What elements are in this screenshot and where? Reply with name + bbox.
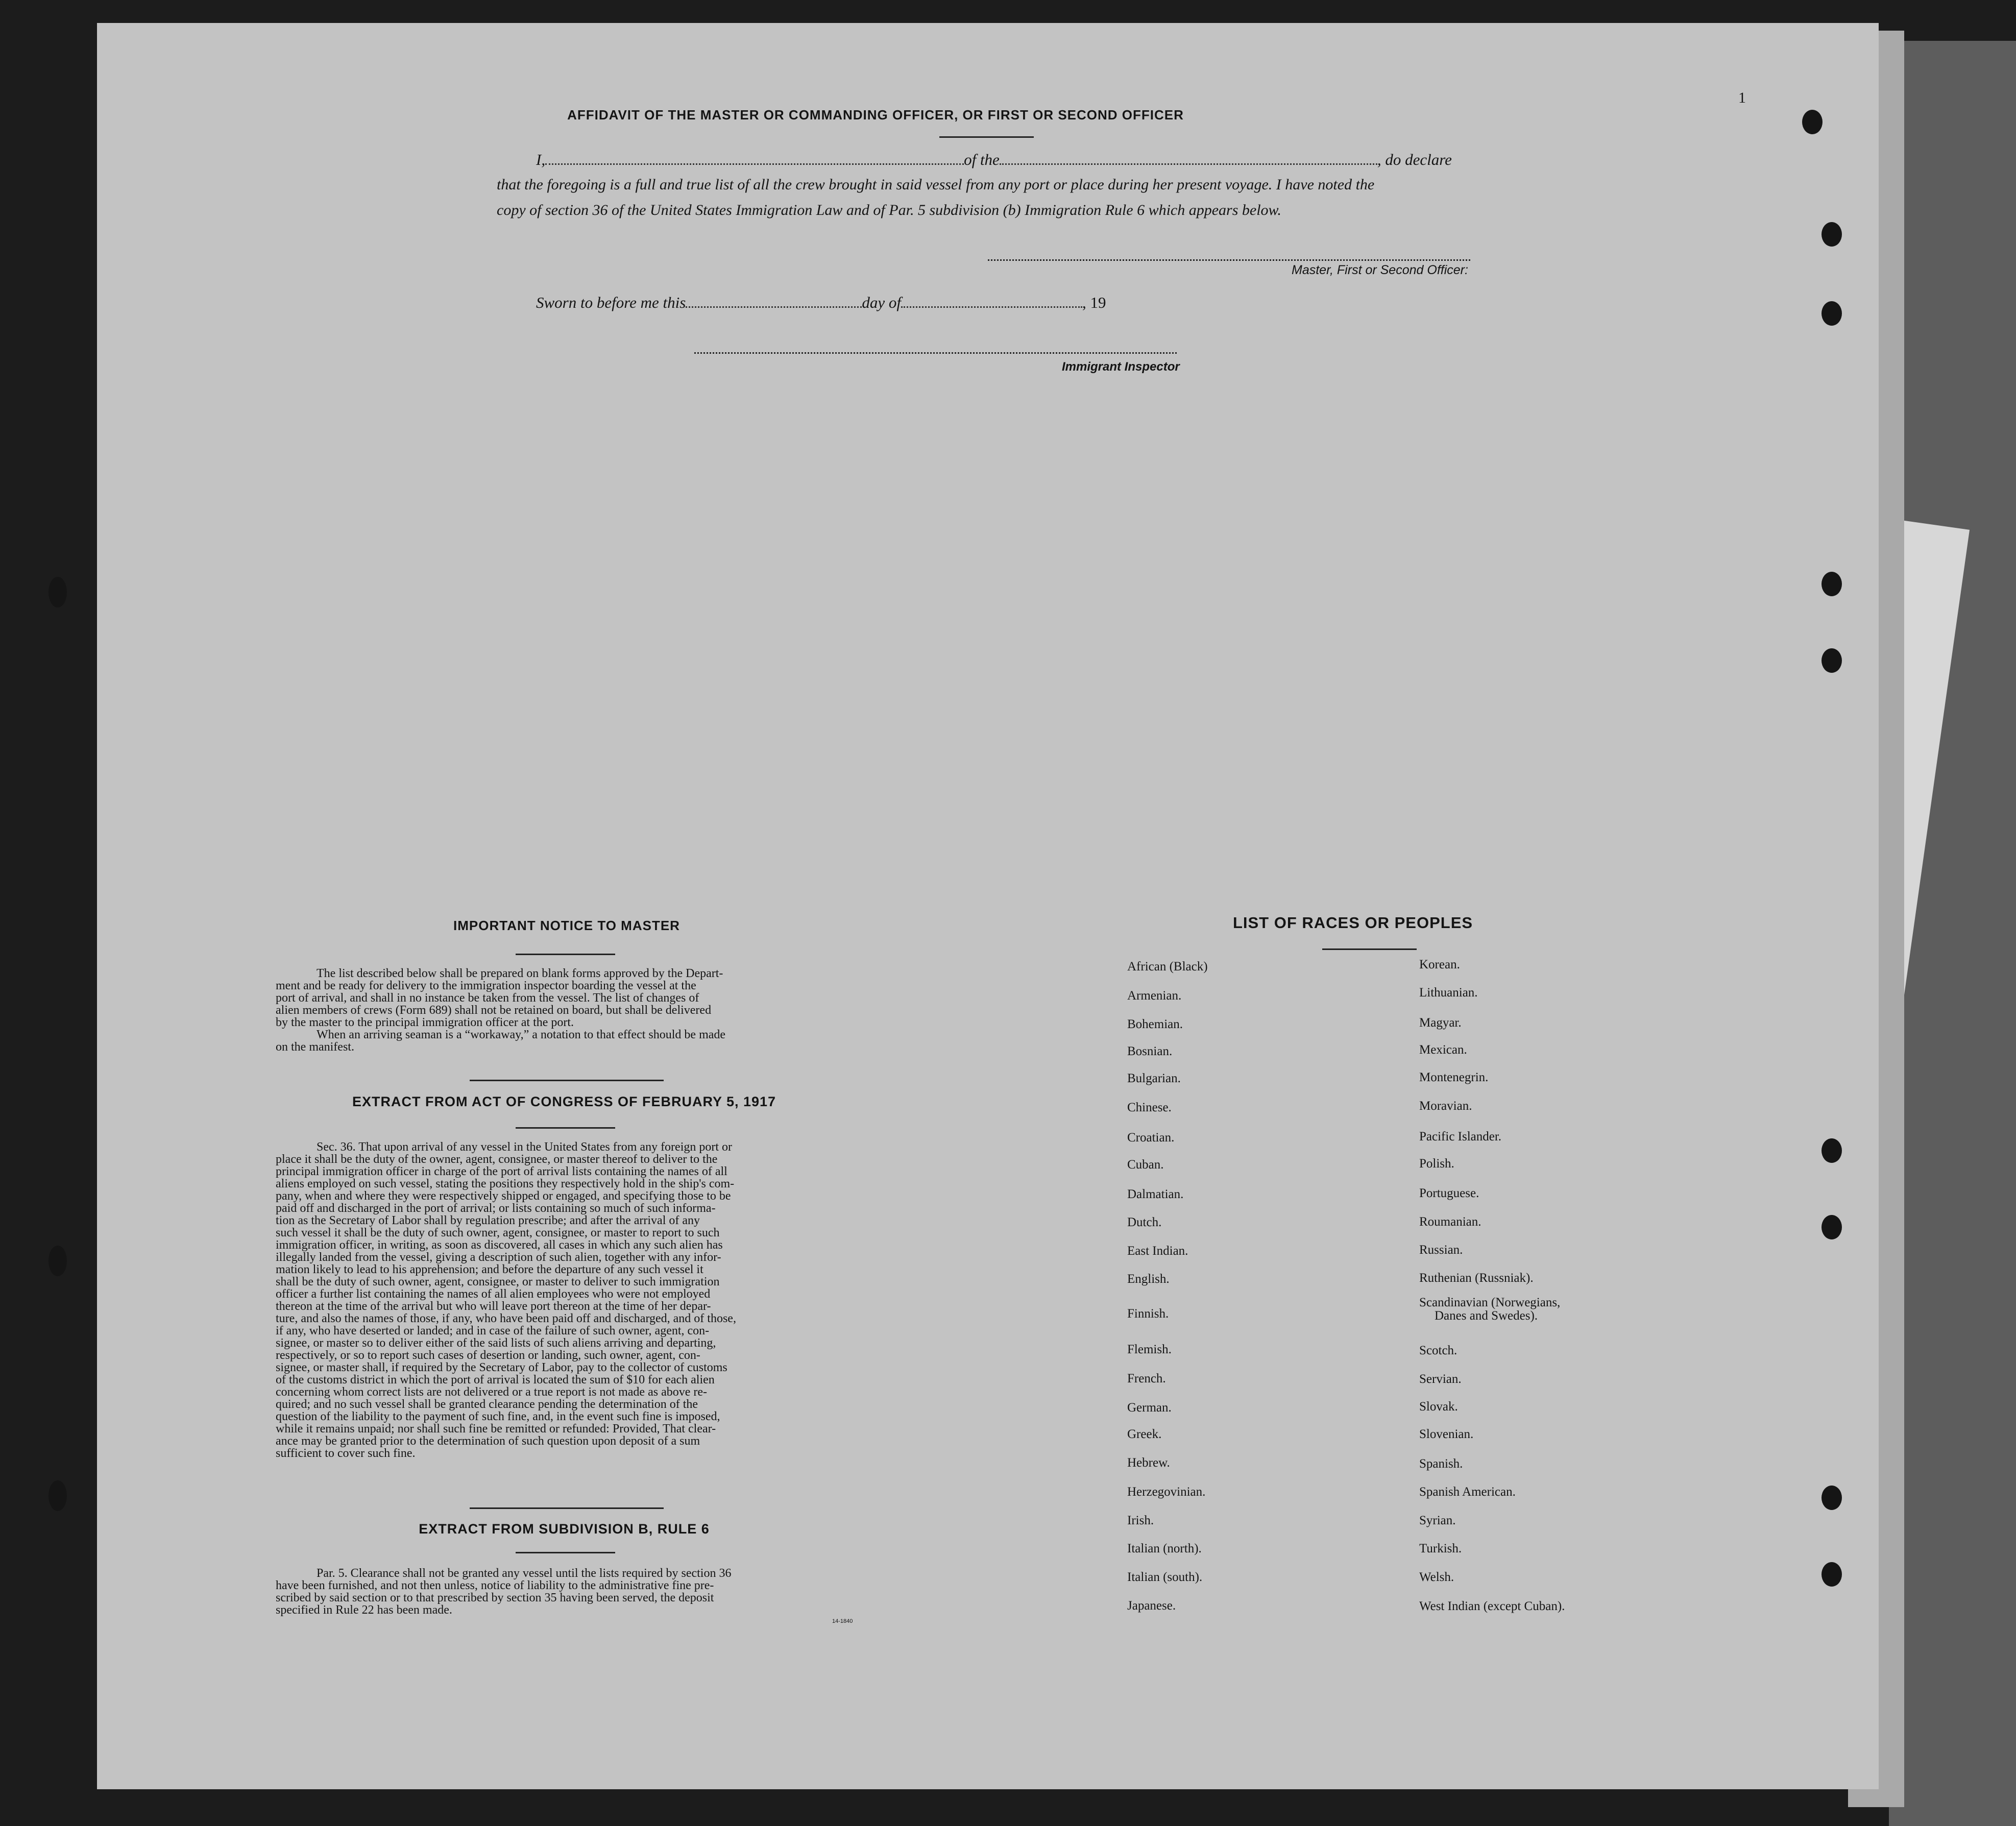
race-item: Turkish. bbox=[1419, 1542, 1462, 1555]
text-line: tion as the Secretary of Labor shall by regulation prescribe; and after the arrival of any bbox=[276, 1214, 700, 1227]
race-item: Dalmatian. bbox=[1127, 1187, 1184, 1201]
day-blank bbox=[686, 306, 862, 308]
race-item: Chinese. bbox=[1127, 1101, 1172, 1114]
race-item: Bulgarian. bbox=[1127, 1072, 1181, 1085]
punch-hole bbox=[1821, 301, 1842, 326]
text-line: of the customs district in which the port of arrival is located the sum of $10 for each alien bbox=[276, 1373, 715, 1386]
sworn-year: , 19 bbox=[1082, 294, 1106, 311]
race-item: Lithuanian. bbox=[1419, 986, 1478, 1000]
race-item: East Indian. bbox=[1127, 1244, 1188, 1258]
affidavit-of-the: of the bbox=[964, 151, 1000, 168]
text-line: scribed by said section or to that prescribed by section 35 having been served, the deposit bbox=[276, 1591, 714, 1604]
affidavit-line-2: that the foregoing is a full and true list of all the crew brought in said vessel from any port or place during her present voyage. I have noted the bbox=[497, 176, 1375, 193]
act-title: EXTRACT FROM ACT OF CONGRESS OF FEBRUARY 5, 1917 bbox=[352, 1094, 776, 1109]
race-item: Polish. bbox=[1419, 1157, 1454, 1171]
race-item: Armenian. bbox=[1127, 989, 1182, 1003]
punch-hole bbox=[1821, 648, 1842, 673]
punch-hole bbox=[1821, 1138, 1842, 1163]
page-number: 1 bbox=[1738, 89, 1746, 106]
text-line: Par. 5. Clearance shall not be granted any vessel until the lists required by section 36 bbox=[317, 1567, 732, 1580]
act-text bbox=[276, 1141, 853, 1459]
text-line: quired; and no such vessel shall be granted clearance pending the determination of the bbox=[276, 1398, 698, 1411]
section-rule bbox=[470, 1507, 664, 1509]
punch-hole bbox=[1821, 1562, 1842, 1587]
text-line: specified in Rule 22 has been made. bbox=[276, 1603, 452, 1617]
text-line: ance may be granted prior to the determination of such question upon deposit of a sum bbox=[276, 1434, 700, 1448]
text-line: illegally landed from the vessel, giving a description of such alien, together with any infor- bbox=[276, 1251, 721, 1264]
text-line: respectively, or so to report such cases of desertion or landing, such owner, agent, con- bbox=[276, 1349, 700, 1362]
text-line: port of arrival, and shall in no instance be taken from the vessel. The list of changes of bbox=[276, 991, 699, 1005]
text-line: by the master to the principal immigration officer at the port. bbox=[276, 1016, 574, 1029]
binding-hole bbox=[48, 1480, 67, 1511]
binding-hole bbox=[48, 1246, 67, 1276]
race-item: Finnish. bbox=[1127, 1307, 1169, 1321]
text-line: mation likely to lead to his apprehension; and before the departure of any such vessel it bbox=[276, 1263, 703, 1276]
race-item: Cuban. bbox=[1127, 1158, 1164, 1172]
race-item: Korean. bbox=[1419, 958, 1460, 971]
sworn-prefix: Sworn to before me this bbox=[536, 294, 686, 311]
races-title: LIST OF RACES OR PEOPLES bbox=[1232, 914, 1473, 932]
text-line: concerning whom correct lists are not delivered or a true report is not made as above re- bbox=[276, 1385, 708, 1399]
month-blank bbox=[901, 306, 1082, 308]
signature-line bbox=[988, 259, 1470, 261]
text-line: Sec. 36. That upon arrival of any vessel in the United States from any foreign port or bbox=[317, 1140, 733, 1154]
inspector-label: Immigrant Inspector bbox=[1062, 360, 1180, 374]
text-line: shall be the duty of such owner, agent, consignee, or master to deliver to such immigration bbox=[276, 1275, 720, 1288]
inspector-line bbox=[694, 352, 1177, 354]
punch-hole bbox=[1821, 1486, 1842, 1510]
race-item: West Indian (except Cuban). bbox=[1419, 1599, 1565, 1613]
race-item: German. bbox=[1127, 1401, 1172, 1415]
race-item: Servian. bbox=[1419, 1372, 1462, 1386]
text-line: on the manifest. bbox=[276, 1040, 354, 1054]
text-line: while it remains unpaid; nor shall such fine be remitted or refunded: Provided, That clear- bbox=[276, 1422, 716, 1435]
race-item: Ruthenian (Russniak). bbox=[1419, 1271, 1534, 1285]
punch-hole bbox=[1821, 572, 1842, 596]
vessel-blank bbox=[1000, 163, 1377, 165]
text-line: immigration officer, in writing, as soon as discovered, all cases in which any such alien has bbox=[276, 1238, 723, 1252]
text-line: thereon at the time of the arrival but who will leave port thereon at the time of her depar- bbox=[276, 1300, 711, 1313]
race-item: Scandinavian (Norwegians, bbox=[1419, 1296, 1561, 1309]
rule-text bbox=[276, 1567, 853, 1616]
text-line: paid off and discharged in the port of arrival; or lists containing so much of such informa- bbox=[276, 1202, 716, 1215]
sworn-day-of: day of bbox=[862, 294, 901, 311]
race-item: English. bbox=[1127, 1272, 1170, 1286]
punch-hole bbox=[1821, 1215, 1842, 1239]
affidavit-line-3: copy of section 36 of the United States Immigration Law and of Par. 5 subdivision (b) Immigration Rule 6 which appears below. bbox=[497, 202, 1281, 218]
race-item: Scotch. bbox=[1419, 1344, 1458, 1357]
race-item: Portuguese. bbox=[1419, 1186, 1479, 1200]
race-item: Flemish. bbox=[1127, 1343, 1172, 1356]
text-line: signee, or master shall, if required by the Secretary of Labor, pay to the collector of customs bbox=[276, 1361, 727, 1374]
race-item: Montenegrin. bbox=[1419, 1070, 1489, 1084]
section-rule bbox=[470, 1080, 664, 1081]
text-line: signee, or master so to deliver either of the said lists of such aliens arriving and departing, bbox=[276, 1336, 716, 1350]
race-item: Greek. bbox=[1127, 1427, 1162, 1441]
text-line: ment and be ready for delivery to the immigration inspector boarding the vessel at the bbox=[276, 979, 696, 992]
race-item: Pacific Islander. bbox=[1419, 1130, 1502, 1143]
document-page bbox=[97, 23, 1879, 1789]
name-blank bbox=[545, 163, 964, 165]
text-line: ture, and also the names of those, if any, who have been paid off and discharged, and of those, bbox=[276, 1312, 736, 1325]
text-line: When an arriving seaman is a “workaway,” a notation to that effect should be made bbox=[317, 1028, 726, 1041]
race-item: Welsh. bbox=[1419, 1570, 1454, 1584]
sworn-line bbox=[536, 294, 1106, 312]
text-line: The list described below shall be prepared on blank forms approved by the Depart- bbox=[317, 967, 723, 980]
notice-text bbox=[276, 967, 853, 1053]
race-item: Bosnian. bbox=[1127, 1044, 1173, 1058]
races-rule bbox=[1322, 948, 1417, 950]
race-item: Danes and Swedes). bbox=[1435, 1309, 1538, 1323]
binding-hole bbox=[48, 577, 67, 607]
text-line: pany, when and where they were respectively shipped or engaged, and specifying those to be bbox=[276, 1189, 731, 1203]
punch-hole bbox=[1802, 110, 1823, 134]
race-item: Moravian. bbox=[1419, 1099, 1472, 1113]
affidavit-title: AFFIDAVIT OF THE MASTER OR COMMANDING OFFICER, OR FIRST OR SECOND OFFICER bbox=[567, 107, 1184, 123]
race-item: Spanish American. bbox=[1419, 1485, 1516, 1499]
race-item: Spanish. bbox=[1419, 1457, 1463, 1471]
rule-rule bbox=[516, 1552, 615, 1553]
text-line: alien members of crews (Form 689) shall not be retained on board, but shall be delivered bbox=[276, 1004, 712, 1017]
affidavit-declare: , do declare bbox=[1377, 151, 1452, 168]
text-line: question of the liability to the payment of such fine, and, in the event such fine is imposed, bbox=[276, 1410, 720, 1423]
text-line: principal immigration officer in charge of the port of arrival lists containing the names of all bbox=[276, 1165, 727, 1178]
title-rule bbox=[939, 136, 1034, 138]
race-item: Syrian. bbox=[1419, 1514, 1456, 1527]
affidavit-line-1 bbox=[536, 151, 1567, 169]
race-item: Russian. bbox=[1419, 1243, 1463, 1257]
text-line: if any, who have deserted or landed; and in case of the failure of such owner, agent, con- bbox=[276, 1324, 710, 1337]
punch-hole bbox=[1821, 222, 1842, 247]
race-item: Roumanian. bbox=[1419, 1215, 1481, 1229]
race-item: African (Black) bbox=[1127, 960, 1208, 973]
race-item: Slovak. bbox=[1419, 1400, 1458, 1414]
race-item: Italian (south). bbox=[1127, 1570, 1203, 1584]
affidavit-i: I, bbox=[536, 151, 546, 168]
form-number: 14-1840 bbox=[832, 1618, 853, 1624]
text-line: aliens employed on such vessel, stating the positions they respectively hold in the ship's com- bbox=[276, 1177, 735, 1190]
race-item: French. bbox=[1127, 1372, 1166, 1385]
race-item: Bohemian. bbox=[1127, 1017, 1183, 1031]
race-item: Slovenian. bbox=[1419, 1427, 1474, 1441]
notice-rule bbox=[516, 954, 615, 955]
race-item: Italian (north). bbox=[1127, 1542, 1202, 1555]
race-item: Herzegovinian. bbox=[1127, 1485, 1206, 1499]
notice-title: IMPORTANT NOTICE TO MASTER bbox=[453, 918, 680, 933]
race-item: Irish. bbox=[1127, 1514, 1154, 1527]
rule-title: EXTRACT FROM SUBDIVISION B, RULE 6 bbox=[419, 1521, 710, 1537]
race-item: Dutch. bbox=[1127, 1215, 1162, 1229]
race-item: Mexican. bbox=[1419, 1043, 1467, 1057]
race-item: Japanese. bbox=[1127, 1599, 1176, 1613]
act-rule bbox=[516, 1127, 615, 1129]
signature-label: Master, First or Second Officer: bbox=[1292, 263, 1468, 277]
text-line: place it shall be the duty of the owner, agent, consignee, or master thereof to deliver to the bbox=[276, 1153, 718, 1166]
text-line: officer a further list containing the names of all alien employees who were not employed bbox=[276, 1287, 711, 1301]
race-item: Hebrew. bbox=[1127, 1456, 1170, 1470]
race-item: Croatian. bbox=[1127, 1131, 1175, 1145]
race-item: Magyar. bbox=[1419, 1016, 1462, 1030]
text-line: have been furnished, and not then unless, notice of liability to the administrative fine pre- bbox=[276, 1579, 714, 1592]
text-line: such vessel it shall be the duty of such owner, agent, consignee, or master to report to such bbox=[276, 1226, 720, 1239]
text-line: sufficient to cover such fine. bbox=[276, 1447, 416, 1460]
